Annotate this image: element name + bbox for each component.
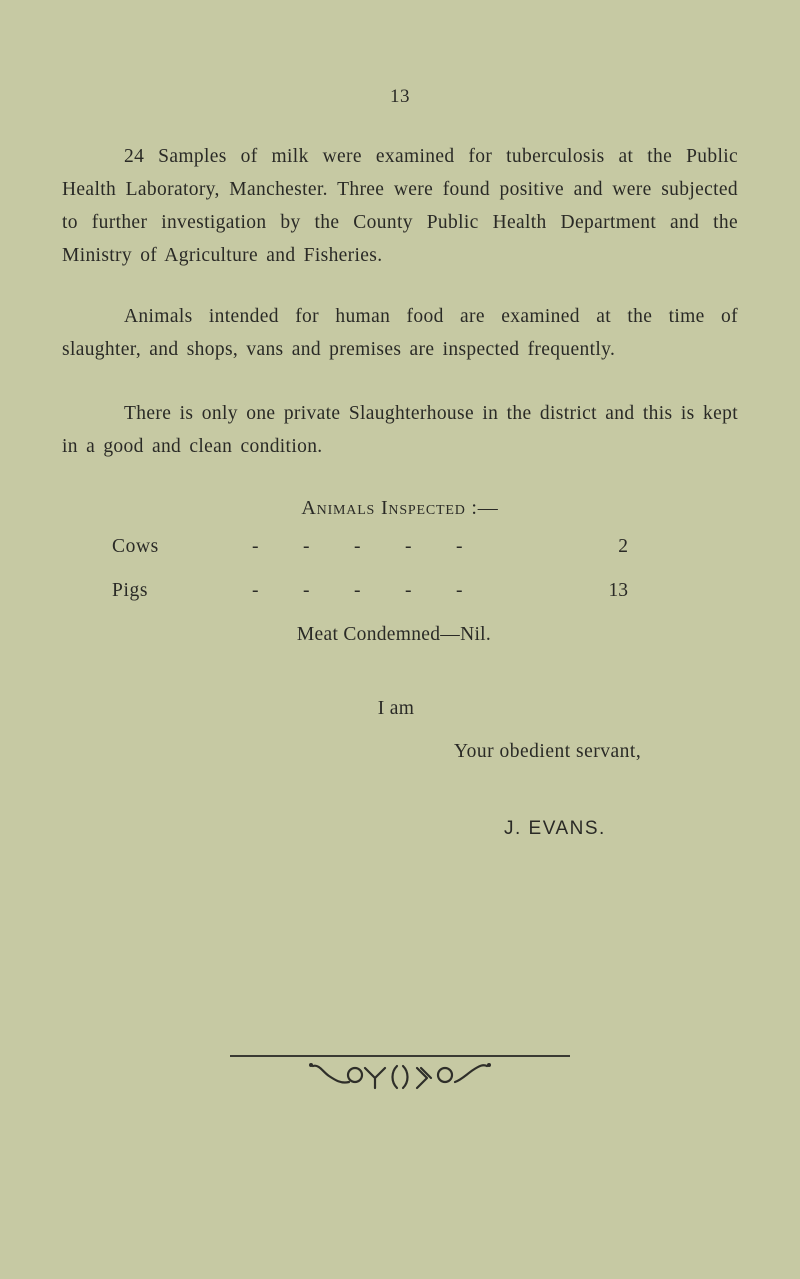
paragraph-milk-samples: 24 Samples of milk were examined for tuberculosis at the Public Health Laboratory, Manchester. Three were found positive and were subjected to further investigation by the County Public Health Department and the Ministry of Agriculture and Fisheries. [62, 146, 738, 266]
end-rule [230, 1055, 570, 1057]
animals-inspected-heading [0, 497, 800, 520]
signature: J. EVANS. [504, 818, 606, 839]
inspection-row-pigs [112, 580, 628, 610]
heading-word-animals: Animals [301, 497, 376, 519]
paragraph-slaughterhouse: There is only one private Slaughterhouse in the district and this is kept in a good and clean condition. [62, 403, 738, 457]
closing-servant: Your obedient servant, [454, 741, 642, 762]
row-value: 2 [618, 536, 628, 557]
closing-i-am: I am [377, 698, 415, 719]
page-number: 13 [390, 86, 410, 107]
inspection-row-cows [112, 536, 628, 566]
row-value: 13 [608, 580, 628, 601]
row-label: Pigs [112, 580, 149, 601]
heading-suffix: :— [465, 497, 499, 519]
heading-word-inspected: Inspected [380, 497, 466, 519]
leader-dashes: - - - - - [252, 580, 463, 601]
paragraph-animals-examined: Animals intended for human food are examined at the time of slaughter, and shops, vans and premises are inspected frequently. [62, 306, 738, 360]
end-ornament-icon [305, 1060, 495, 1094]
meat-condemned-line: Meat Condemned—Nil. [296, 624, 492, 645]
leader-dashes: - - - - - [252, 536, 463, 557]
row-label: Cows [112, 536, 159, 557]
